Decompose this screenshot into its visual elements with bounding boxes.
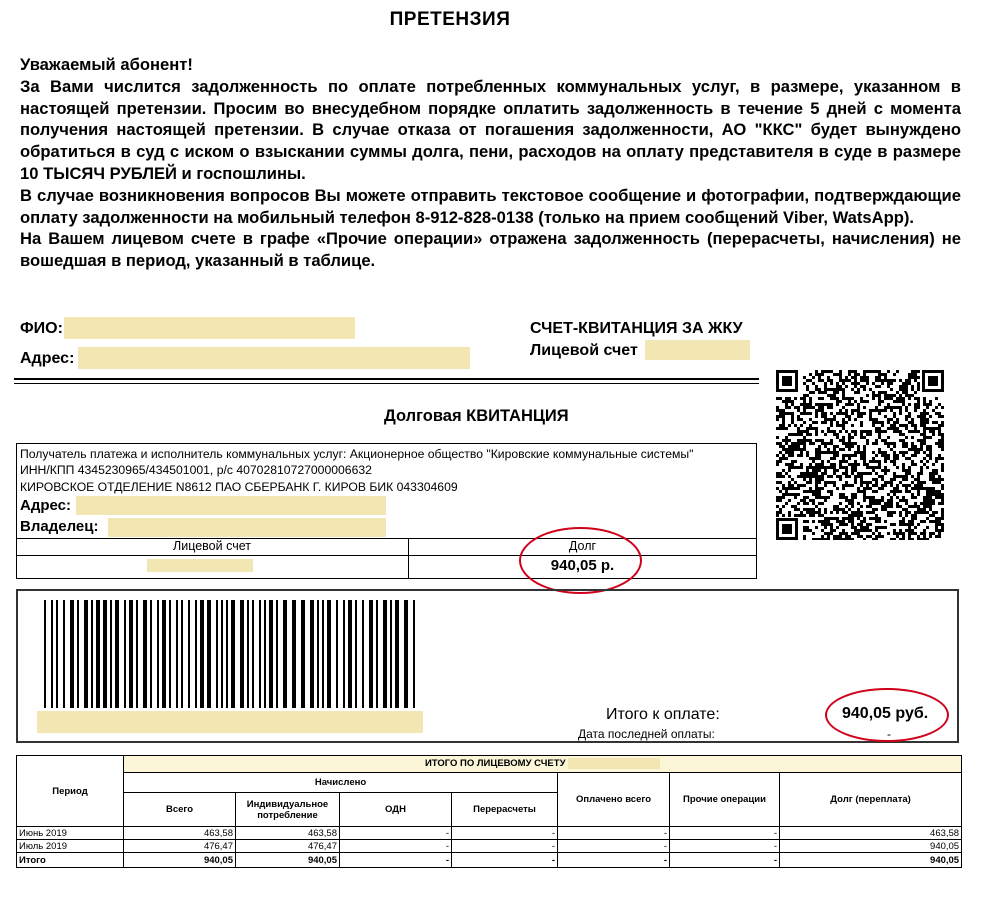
- row-individual: 476,47: [236, 840, 340, 853]
- receipt-owner-redacted: [108, 518, 386, 537]
- row-recalc: -: [452, 827, 558, 840]
- separator-line-thin: [14, 383, 759, 384]
- row-paid: -: [558, 853, 670, 868]
- row-odn: -: [340, 840, 452, 853]
- row-total: 463,58: [124, 827, 236, 840]
- row-odn: -: [340, 853, 452, 868]
- barcode-number-redacted: [37, 711, 423, 733]
- row-other: -: [670, 853, 780, 868]
- separator-line: [14, 378, 759, 380]
- row-individual: 463,58: [236, 827, 340, 840]
- row-recalc: -: [452, 853, 558, 868]
- row-period: Июнь 2019: [17, 827, 124, 840]
- table-account-redacted: [568, 758, 660, 769]
- row-debt: 463,58: [780, 827, 962, 840]
- invoice-title: СЧЕТ-КВИТАНЦИЯ ЗА ЖКУ: [530, 320, 743, 337]
- receipt-owner-label: Владелец:: [20, 518, 99, 535]
- bank-line: КИРОВСКОЕ ОТДЕЛЕНИЕ N8612 ПАО СБЕРБАНК Г. КИРОВ БИК 043304609: [20, 480, 458, 494]
- period-header: Период: [17, 756, 124, 827]
- letter-paragraph-3: На Вашем лицевом счете в графе «Прочие операции» отражена задолженность (перерасчеты, начисления) не вошедшая в период, указанный в таблице.: [20, 229, 961, 271]
- row-paid: -: [558, 827, 670, 840]
- account-number-redacted: [147, 559, 253, 572]
- receipt-row-line-2: [16, 555, 757, 556]
- fio-label: ФИО:: [20, 320, 63, 337]
- address-label: Адрес:: [20, 350, 75, 367]
- total-value: 940,05 руб.: [842, 705, 929, 722]
- row-period: Июль 2019: [17, 840, 124, 853]
- account-header: Лицевой счет: [173, 539, 251, 553]
- letter-paragraph-1: За Вами числится задолженность по оплате потребленных коммунальных услуг, в размере, указанном в настоящей претензии. Просим во внесудебном порядке оплатить задолженность в течение 5 дней с момента получения настоящей претензии. В случае отказа от погашения задолженности, АО "ККС" будет вынуждено обратиться в суд с иском о взыскании суммы долга, пени, расходов на оплату представителя в суде в размере 10 ТЫСЯЧ РУБЛЕЙ и госпошлины.: [20, 76, 961, 183]
- row-total: 940,05: [124, 853, 236, 868]
- account-label: Лицевой счет: [530, 342, 638, 359]
- col-other: Прочие операции: [670, 773, 780, 827]
- receipt-heading: Долговая КВИТАНЦИЯ: [384, 407, 569, 425]
- col-debt: Долг (переплата): [780, 773, 962, 827]
- table-row: [17, 827, 962, 840]
- receipt-address-label: Адрес:: [20, 497, 71, 514]
- letter-paragraph-2: В случае возникновения вопросов Вы можете отправить текстовое сообщение и фотографии, подтверждающие оплату задолженности на мобильный телефон 8-912-828-0138 (только на прием сообщений Viber, WatsApp).: [20, 185, 961, 227]
- last-payment-label: Дата последней оплаты:: [578, 727, 715, 741]
- greeting: Уважаемый абонент!: [20, 55, 193, 74]
- row-total: 476,47: [124, 840, 236, 853]
- col-odn: ОДН: [340, 793, 452, 827]
- row-odn: -: [340, 827, 452, 840]
- debt-annotation-circle: [519, 527, 642, 594]
- last-payment-value: -: [887, 727, 891, 741]
- address-redacted: [78, 347, 470, 369]
- row-paid: -: [558, 840, 670, 853]
- recipient-line: Получатель платежа и исполнитель коммунальных услуг: Акционерное общество "Кировские коммунальные системы": [20, 447, 694, 461]
- row-other: -: [670, 827, 780, 840]
- receipt-address-redacted: [76, 496, 386, 515]
- col-total: Всего: [124, 793, 236, 827]
- qr-code-icon: [776, 370, 944, 540]
- col-recalc: Перерасчеты: [452, 793, 558, 827]
- row-other: -: [670, 840, 780, 853]
- table-total-row: [17, 853, 962, 868]
- debt-header: Долг: [568, 539, 597, 553]
- row-period: Итого: [17, 853, 124, 868]
- total-annotation-circle: [825, 688, 949, 742]
- inn-line: ИНН/КПП 4345230965/434501001, р/с 40702810727000006632: [20, 463, 372, 477]
- page-title: ПРЕТЕНЗИЯ: [389, 9, 511, 30]
- accrued-header: Начислено: [124, 773, 558, 793]
- account-summary-table: [16, 755, 962, 868]
- col-paid: Оплачено всего: [558, 773, 670, 827]
- row-debt: 940,05: [780, 853, 962, 868]
- account-redacted: [645, 340, 750, 360]
- row-debt: 940,05: [780, 840, 962, 853]
- table-row: [17, 840, 962, 853]
- barcode-icon: [44, 600, 418, 708]
- claim-letter: [20, 54, 961, 272]
- debt-value: 940,05 р.: [550, 557, 615, 574]
- row-individual: 940,05: [236, 853, 340, 868]
- fio-redacted: [64, 317, 355, 339]
- account-total-header-label: ИТОГО ПО ЛИЦЕВОМУ СЧЕТУ: [424, 758, 566, 770]
- total-label: Итого к оплате:: [606, 706, 720, 723]
- col-individual: Индивидуальное потребление: [236, 793, 340, 827]
- account-total-header: [124, 756, 962, 773]
- row-recalc: -: [452, 840, 558, 853]
